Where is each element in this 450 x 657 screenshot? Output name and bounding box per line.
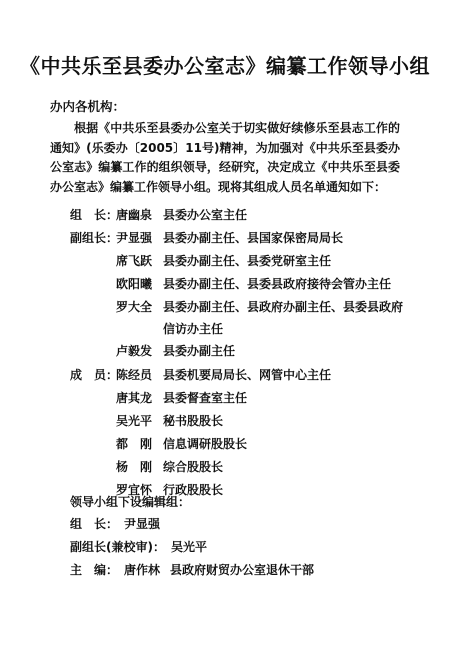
member-name: 欧阳曦 [116, 277, 153, 291]
editorial-name: 尹显强 [124, 517, 161, 531]
document-title: 《中共乐至县委办公室志》编纂工作领导小组 [20, 54, 430, 78]
member-role: 组 长： [70, 208, 119, 222]
editorial-name: 唐作林 [124, 563, 161, 577]
editorial-role: 主 编： [70, 563, 119, 577]
member-post: 县委办副主任、县国家保密局局长 [163, 231, 344, 245]
editorial-heading: 领导小组下设编辑组： [70, 495, 191, 509]
member-name: 罗大全 [116, 300, 153, 314]
member-name: 罗宜怀 [116, 483, 153, 497]
member-post: 县委办副主任、县政府办副主任、县委县政府 [163, 300, 404, 314]
member-name: 都 刚 [116, 437, 153, 451]
notice-paragraph: 根据《中共乐至县委办公室关于切实做好续修乐至县志工作的通知》(乐委办〔2005〕11号)精神，为加强对《中共乐至县委办公室志》编纂工作的组织领导，经研究，决定成立《中共乐至县委办公室志》编纂工作领导小组。现将其组成人员名单通知如下： [50, 121, 400, 194]
editorial-role: 副组长(兼校审)： [70, 540, 165, 554]
member-post: 行政股股长 [163, 483, 224, 497]
member-name: 唐其龙 [116, 391, 153, 405]
editorial-row [70, 537, 217, 557]
member-name: 杨 刚 [116, 460, 153, 474]
member-name: 席飞跃 [116, 254, 153, 268]
editorial-row [70, 560, 314, 580]
member-post-continued: 信访办主任 [163, 322, 224, 336]
member-name: 唐幽泉 [116, 208, 153, 222]
member-post: 综合股股长 [163, 460, 224, 474]
member-post: 秘书股股长 [163, 414, 224, 428]
member-name: 尹显强 [116, 231, 153, 245]
member-role: 成 员： [70, 368, 119, 382]
member-name: 吴光平 [116, 414, 153, 428]
member-name: 卢毅发 [116, 344, 153, 358]
member-role: 副组长： [70, 231, 119, 245]
member-post: 县委办公室主任 [163, 208, 248, 222]
member-name: 陈经员 [116, 368, 153, 382]
member-post: 县委办副主任 [163, 344, 236, 358]
editorial-post: 县政府财贸办公室退休干部 [170, 563, 315, 577]
member-post: 县委机要局局长、网管中心主任 [163, 368, 332, 382]
member-post: 县委办副主任、县委县政府接待会管办主任 [163, 277, 392, 291]
member-post: 信息调研股股长 [163, 437, 248, 451]
editorial-row [70, 514, 170, 534]
salutation: 办内各机构： [50, 99, 126, 114]
member-post: 县委办副主任、县委党研室主任 [163, 254, 332, 268]
editorial-role: 组 长： [70, 517, 119, 531]
editorial-name: 吴光平 [170, 540, 207, 554]
member-post: 县委督查室主任 [163, 391, 248, 405]
